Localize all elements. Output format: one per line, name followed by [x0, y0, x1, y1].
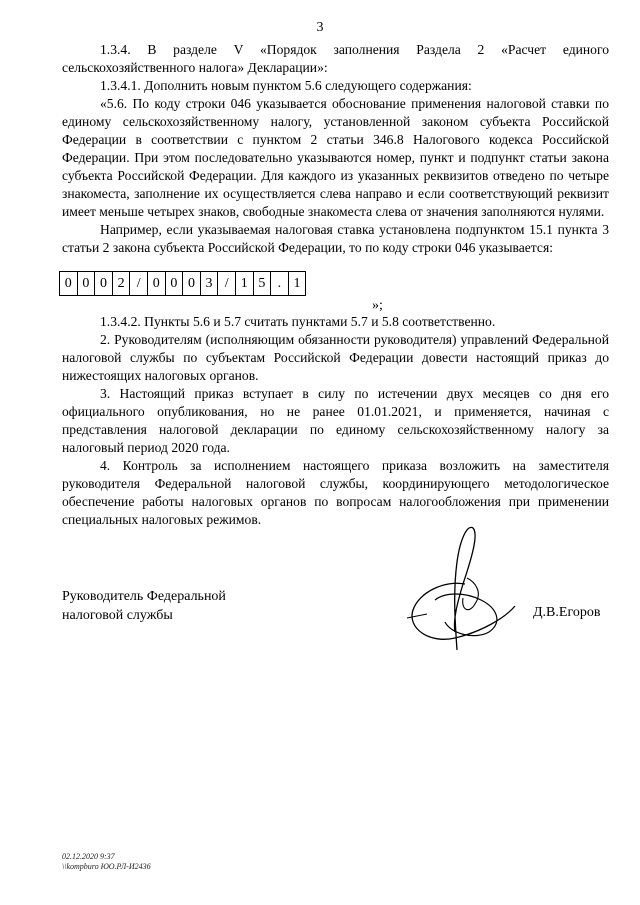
footer-file-path: \\kompburo ЮО.РЛ-И2436 — [62, 862, 151, 871]
signatory-name: Д.В.Егоров — [533, 605, 601, 620]
paragraph-1-3-4-rest: сельскохозяйственного налога» Декларации»: — [62, 60, 328, 75]
code-cell: 1 — [236, 272, 254, 295]
paragraph-5-6: «5.6. По коду строки 046 указывается обоснование применения налоговой ставки по единому сельскохозяйственному налогу, установленной законом субъекта Российской Федерации в соответствии с пунктом 2 статьи 346.8 Налогового кодекса Российской Федерации. При этом последовательно указываются номер, пункт и подпункт статьи закона субъекта Российской Федерации. Для каждого из указанных реквизитов отведено по четыре знакоместа, заполнение их осуществляется слева направо и если соответствующий реквизит имеет меньше четырех знаков, свободные знакоместа слева от значения заполняются нулями. — [62, 96, 609, 219]
code-cell: . — [271, 272, 289, 295]
signatory-title-line-2: налоговой службы — [62, 608, 173, 623]
code-cell: 0 — [95, 272, 113, 295]
code-cell: 0 — [183, 272, 201, 295]
code-cell: 0 — [148, 272, 166, 295]
code-cell: 0 — [78, 272, 96, 295]
paragraph-3: 3. Настоящий приказ вступает в силу по истечении двух месяцев со дня его официального опубликования, но не ранее 01.01.2021, и применяется, начиная с представления налоговой декларации по единому сельскохозяйственному налогу за налоговый период 2020 года. — [62, 386, 609, 455]
signatory-title — [62, 587, 226, 625]
document-footer — [62, 852, 151, 872]
paragraph-1-3-4-1: 1.3.4.1. Дополнить новым пунктом 5.6 следующего содержания: — [100, 78, 472, 93]
code-cell: / — [218, 272, 236, 295]
code-cell: 3 — [201, 272, 219, 295]
order-text-part-2 — [62, 313, 609, 529]
code-cell: / — [130, 272, 148, 295]
signatory-title-line-1: Руководитель Федеральной — [62, 589, 226, 604]
handwritten-signature — [405, 522, 525, 652]
order-text-part-1 — [62, 41, 609, 257]
paragraph-example: Например, если указываемая налоговая ставка установлена подпунктом 15.1 пункта 3 статьи 2 закона субъекта Российской Федерации, то по коду строки 046 указывается: — [62, 222, 609, 255]
line-046-code-grid — [59, 271, 306, 296]
paragraph-1-3-4-2: 1.3.4.2. Пункты 5.6 и 5.7 считать пунктами 5.7 и 5.8 соответственно. — [100, 314, 496, 329]
page-number: 3 — [316, 20, 324, 35]
code-cell: 0 — [166, 272, 184, 295]
code-cell: 2 — [113, 272, 131, 295]
code-closing-quote: »; — [372, 298, 383, 313]
code-cell: 1 — [289, 272, 307, 295]
paragraph-1-3-4-first-line: 1.3.4. В разделе V «Порядок заполнения Раздела 2 «Расчет единого — [100, 42, 609, 57]
paragraph-4: 4. Контроль за исполнением настоящего приказа возложить на заместителя руководителя Федеральной налоговой службы, координирующего методологическое обеспечение работы налоговых органов по вопросам налогообложения при применении специальных налоговых режимов. — [62, 458, 609, 527]
paragraph-2: 2. Руководителям (исполняющим обязанности руководителя) управлений Федеральной налоговой службы по субъектам Российской Федерации довести настоящий приказ до нижестоящих налоговых органов. — [62, 332, 609, 383]
code-cell: 0 — [60, 272, 78, 295]
footer-timestamp: 02.12.2020 9:37 — [62, 852, 115, 861]
code-cell: 5 — [254, 272, 272, 295]
